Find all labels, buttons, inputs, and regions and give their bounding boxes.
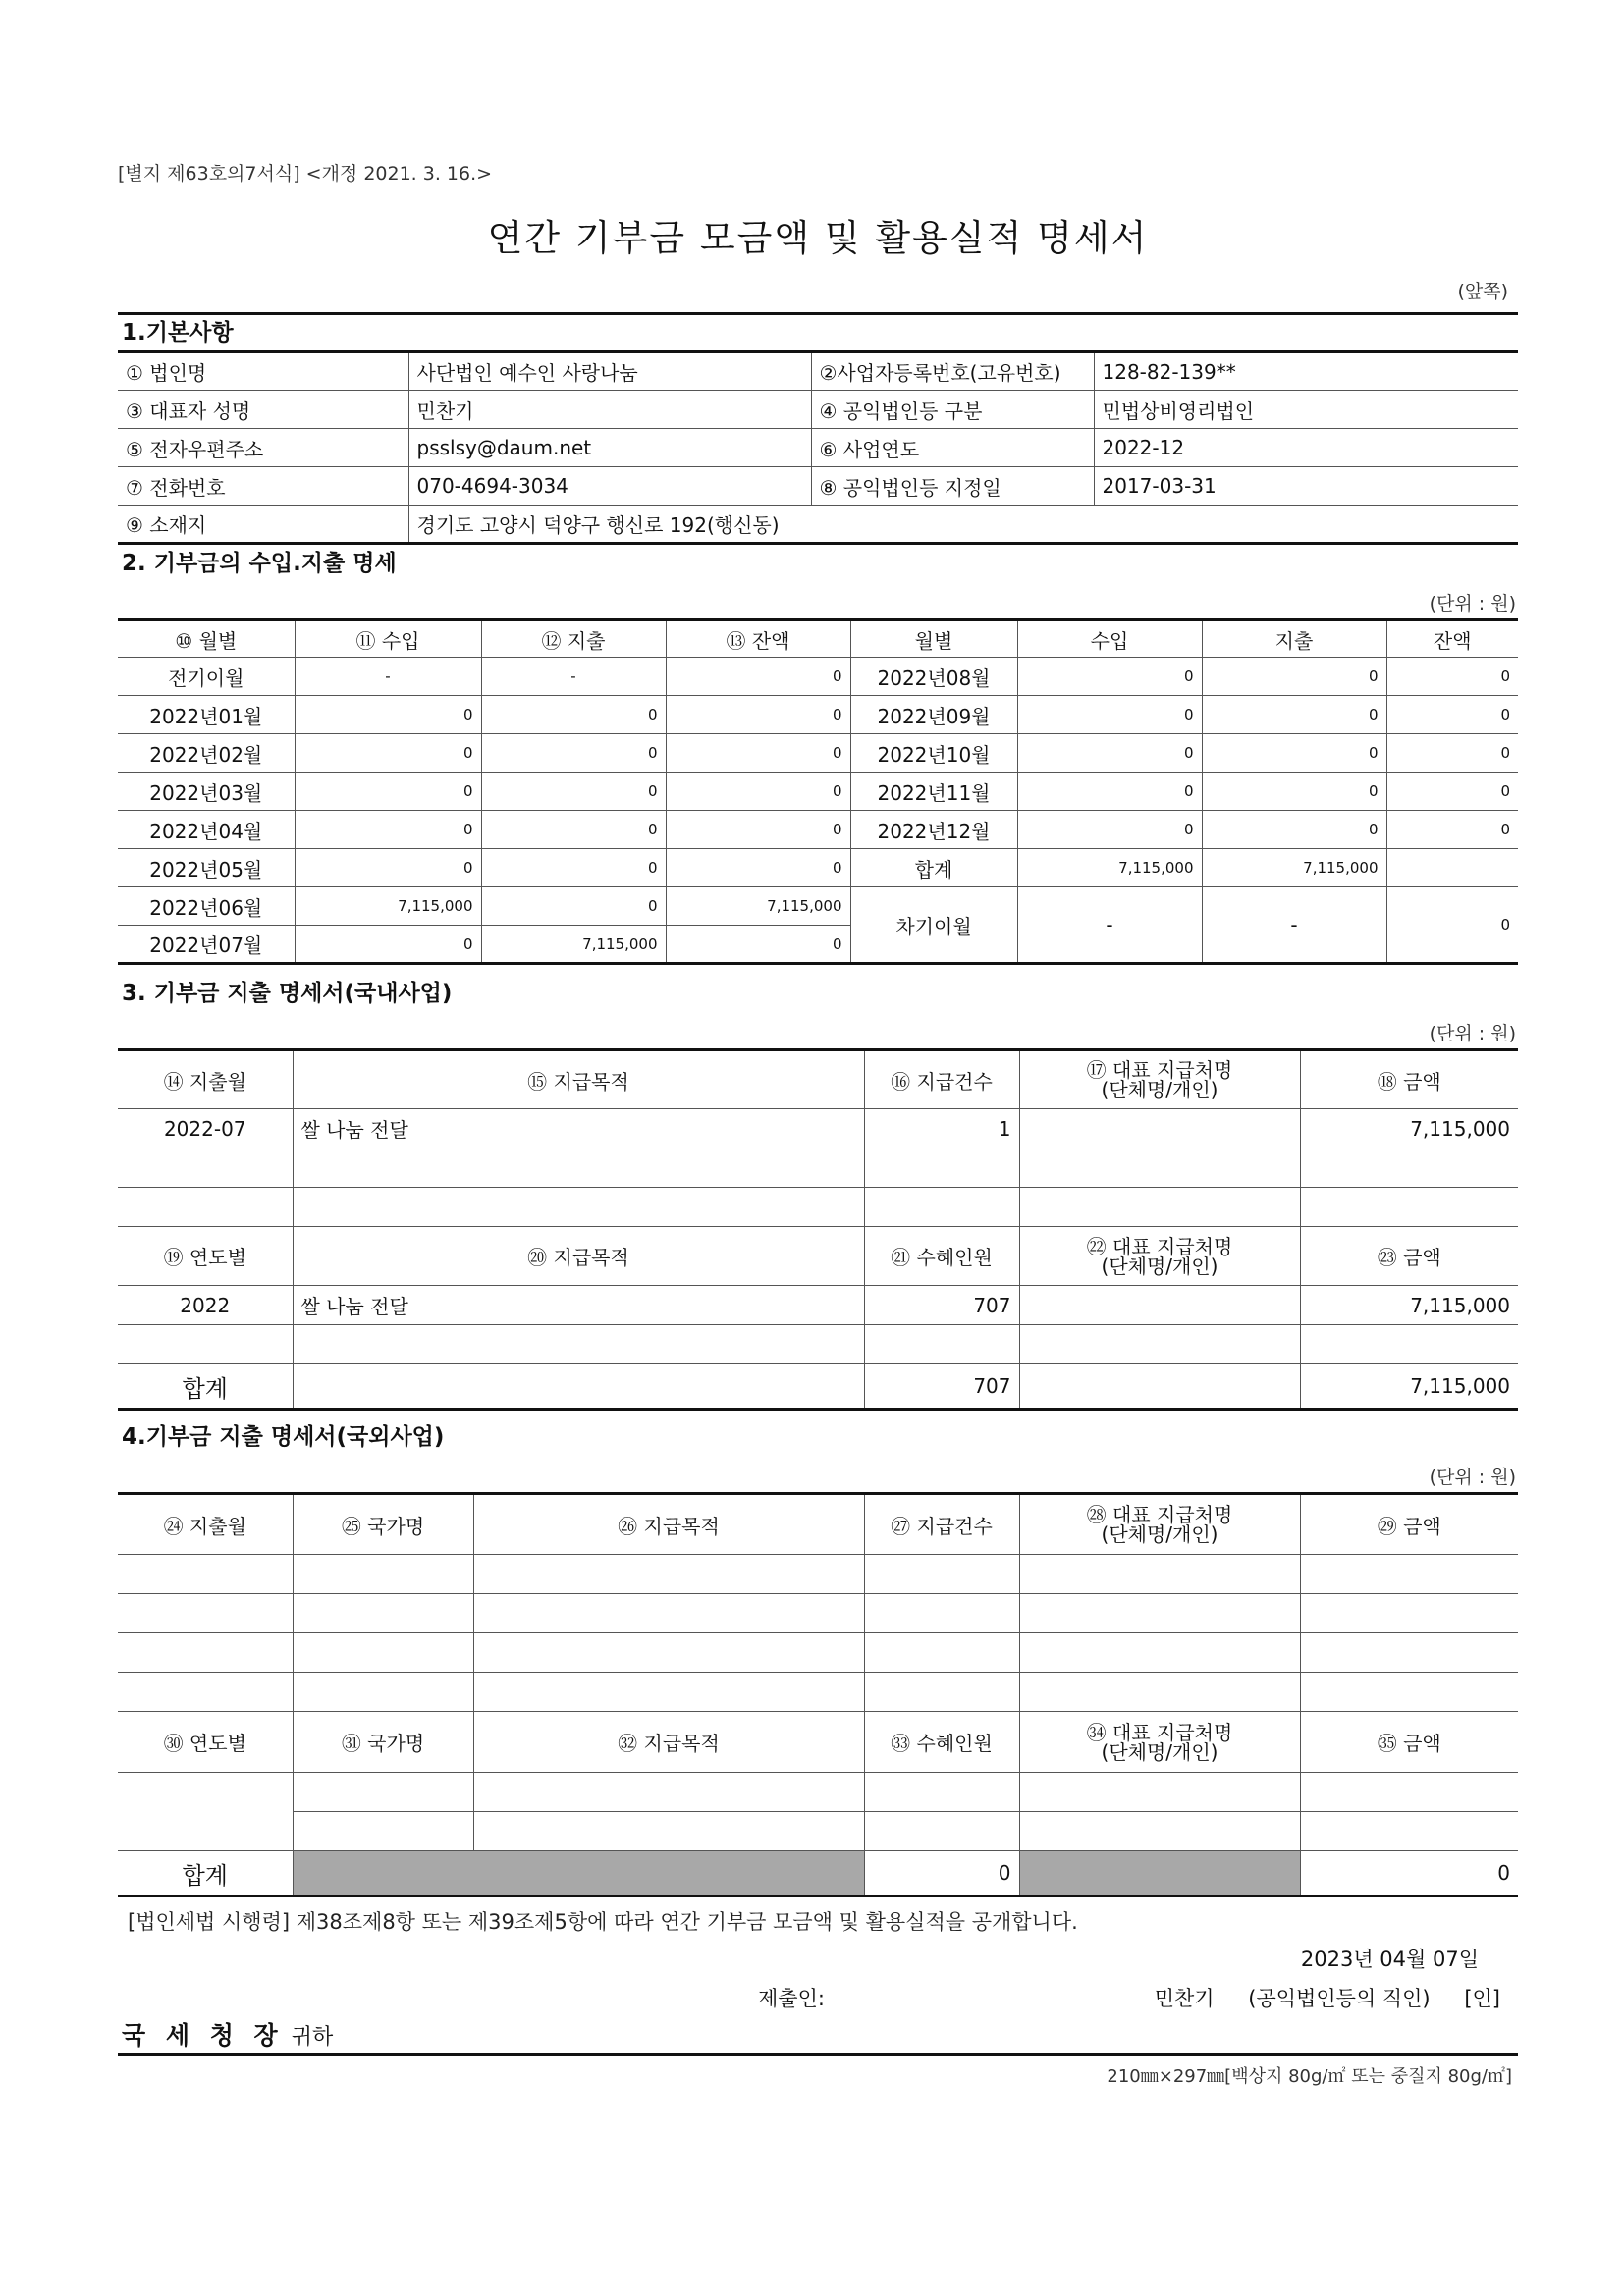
column-header: ⑱ 금액: [1300, 1050, 1518, 1109]
purpose-cell: 쌀 나눔 전달: [293, 1109, 864, 1148]
field-value: 민법상비영리법인: [1094, 391, 1518, 429]
count-cell: [864, 1188, 1019, 1227]
period-cell: [118, 1633, 293, 1673]
overseas-section: [118, 1419, 1518, 1897]
field-value: 민찬기: [408, 391, 811, 429]
overseas-total-row: [118, 1851, 1518, 1896]
column-header: ㉖ 지급목적: [473, 1494, 864, 1555]
amount-cell: [1300, 1633, 1518, 1673]
balance-cell: 0: [666, 926, 850, 964]
income-table: [118, 618, 1518, 965]
month-cell: 2022년09월: [850, 696, 1017, 734]
country-cell: [293, 1633, 473, 1673]
address-label: ⑨ 소재지: [118, 506, 408, 544]
field-label: ① 법인명: [118, 352, 408, 391]
recipient-cell: [1019, 1109, 1300, 1148]
income-cell: 0: [1017, 696, 1202, 734]
address-row: [118, 506, 1518, 544]
recipient-cell: [1019, 1633, 1300, 1673]
overseas-row: [118, 1773, 1518, 1812]
basic-info-row: [118, 391, 1518, 429]
column-header: [1019, 1494, 1300, 1555]
page-title: 연간 기부금 모금액 및 활용실적 명세서: [487, 217, 1149, 259]
total-purpose: [293, 1364, 864, 1410]
total-count: 0: [864, 1851, 1019, 1896]
overseas-row: [118, 1555, 1518, 1594]
income-section: [118, 546, 1518, 965]
income-row: [118, 887, 1518, 926]
country-cell: [293, 1594, 473, 1633]
domestic-row: [118, 1109, 1518, 1148]
count-cell: [864, 1773, 1019, 1812]
income-cell: 0: [295, 773, 481, 811]
recipient-cell: [1019, 1673, 1300, 1712]
column-header: ㉔ 지출월: [118, 1494, 293, 1555]
month-cell: 2022년07월: [118, 926, 295, 964]
month-cell: 전기이월: [118, 658, 295, 696]
income-cell: 7,115,000: [295, 887, 481, 926]
balance-cell: [1386, 849, 1518, 887]
income-cell: 0: [295, 734, 481, 773]
count-cell: [864, 1812, 1019, 1851]
expense-cell: 0: [1202, 658, 1386, 696]
period-cell: [118, 1673, 293, 1712]
purpose-cell: [473, 1673, 864, 1712]
bottom-rule: [118, 2053, 1518, 2056]
month-cell: 2022년04월: [118, 811, 295, 849]
balance-cell: 0: [666, 658, 850, 696]
count-cell: [864, 1594, 1019, 1633]
count-cell: [864, 1673, 1019, 1712]
expense-cell: 0: [1202, 734, 1386, 773]
field-label: ④ 공익법인등 구분: [811, 391, 1094, 429]
income-header-row: [118, 620, 1518, 658]
field-label: ⑧ 공익법인등 지정일: [811, 467, 1094, 506]
overseas-row: [118, 1633, 1518, 1673]
basic-info-row: [118, 467, 1518, 506]
overseas-row: [118, 1673, 1518, 1712]
total-shaded: [293, 1851, 864, 1896]
amount-cell: 7,115,000: [1300, 1109, 1518, 1148]
purpose-cell: [473, 1594, 864, 1633]
period-cell: 2022: [118, 1286, 293, 1325]
income-cell: 0: [295, 926, 481, 964]
domestic-table: [118, 1048, 1518, 1411]
income-cell: 0: [1017, 773, 1202, 811]
basic-info-row: [118, 352, 1518, 391]
front-label: (앞쪽): [1457, 281, 1508, 302]
purpose-cell: [293, 1148, 864, 1188]
domestic-header-row: [118, 1227, 1518, 1286]
count-cell: [864, 1555, 1019, 1594]
recipient-cell: [1019, 1773, 1300, 1812]
country-cell: [293, 1773, 473, 1812]
unit-label: (단위 : 원): [1429, 593, 1516, 614]
income-row: [118, 849, 1518, 887]
unit-label: (단위 : 원): [1429, 1023, 1516, 1044]
income-cell: 0: [295, 849, 481, 887]
domestic-section: [118, 976, 1518, 1411]
month-cell: 2022년10월: [850, 734, 1017, 773]
column-header: ㉛ 국가명: [293, 1712, 473, 1773]
field-value: 2017-03-31: [1094, 467, 1518, 506]
amount-cell: 7,115,000: [1300, 1286, 1518, 1325]
period-cell: [118, 1594, 293, 1633]
section-heading: 2. 기부금의 수입.지출 명세: [122, 551, 397, 576]
paper-spec: 210㎜×297㎜[백상지 80g/㎡ 또는 중질지 80g/㎡]: [1107, 2066, 1512, 2087]
expense-cell: 0: [481, 811, 666, 849]
domestic-row: [118, 1286, 1518, 1325]
column-header-line1: ㉞ 대표 지급처명: [1086, 1720, 1233, 1744]
balance-cell: 0: [1386, 773, 1518, 811]
overseas-row: [118, 1594, 1518, 1633]
country-cell: [293, 1673, 473, 1712]
column-header: [1019, 1712, 1300, 1773]
income-cell: 0: [1017, 811, 1202, 849]
period-cell: [118, 1555, 293, 1594]
balance-cell: 0: [666, 696, 850, 734]
period-cell: [118, 1148, 293, 1188]
income-cell: 0: [295, 696, 481, 734]
month-cell: 2022년03월: [118, 773, 295, 811]
income-cell: 0: [1017, 734, 1202, 773]
carryover-expense: -: [1202, 887, 1386, 964]
recipient-cell: [1019, 1188, 1300, 1227]
column-header: ㉗ 지급건수: [864, 1494, 1019, 1555]
recipient-cell: [1019, 1812, 1300, 1851]
month-cell: 2022년12월: [850, 811, 1017, 849]
column-header: ㉑ 수혜인원: [864, 1227, 1019, 1286]
column-header-line2: (단체명/개인): [1101, 1254, 1218, 1278]
expense-cell: 0: [481, 849, 666, 887]
field-value: psslsy@daum.net: [408, 429, 811, 467]
amount-cell: [1300, 1673, 1518, 1712]
count-cell: [864, 1633, 1019, 1673]
overseas-header-row: [118, 1712, 1518, 1773]
expense-cell: 0: [1202, 773, 1386, 811]
column-header-line2: (단체명/개인): [1101, 1078, 1218, 1101]
recipient-cell: [1019, 1286, 1300, 1325]
income-row: [118, 658, 1518, 696]
domestic-row: [118, 1325, 1518, 1364]
period-cell: 2022-07: [118, 1109, 293, 1148]
expense-cell: 0: [1202, 811, 1386, 849]
total-amount: 7,115,000: [1300, 1364, 1518, 1410]
income-cell: 0: [1017, 658, 1202, 696]
amount-cell: [1300, 1812, 1518, 1851]
recipient-cell: [1019, 1325, 1300, 1364]
submission-date: 2023년 04월 07일: [1300, 1948, 1479, 1971]
recipient-cell: [1019, 1148, 1300, 1188]
field-label: ⑦ 전화번호: [118, 467, 408, 506]
submitter: [1127, 1983, 1500, 2012]
column-header: ㉜ 지급목적: [473, 1712, 864, 1773]
recipient-name: 국 세 청 장: [122, 2021, 284, 2050]
submitter-label: 제출인:: [758, 1987, 825, 2010]
balance-cell: 0: [1386, 658, 1518, 696]
amount-cell: [1300, 1555, 1518, 1594]
domestic-header-row: [118, 1050, 1518, 1109]
carryover-income: -: [1017, 887, 1202, 964]
country-cell: [293, 1555, 473, 1594]
balance-cell: 0: [666, 734, 850, 773]
month-cell: 2022년06월: [118, 887, 295, 926]
balance-cell: 0: [1386, 734, 1518, 773]
column-header: ⑬ 잔액: [666, 620, 850, 658]
month-cell: 2022년01월: [118, 696, 295, 734]
expense-cell: 0: [1202, 696, 1386, 734]
count-cell: 707: [864, 1286, 1019, 1325]
domestic-row: [118, 1148, 1518, 1188]
column-header: [1019, 1050, 1300, 1109]
field-value: 2022-12: [1094, 429, 1518, 467]
purpose-cell: [473, 1812, 864, 1851]
field-label: ②사업자등록번호(고유번호): [811, 352, 1094, 391]
column-header: 수입: [1017, 620, 1202, 658]
column-header: ⑩ 월별: [118, 620, 295, 658]
income-row: [118, 696, 1518, 734]
amount-cell: [1300, 1594, 1518, 1633]
column-header: ⑲ 연도별: [118, 1227, 293, 1286]
recipient-cell: [1019, 1555, 1300, 1594]
expense-cell: 0: [481, 696, 666, 734]
legal-notice: [법인세법 시행령] 제38조제8항 또는 제39조제5항에 따라 연간 기부금 모금액 및 활용실적을 공개합니다.: [128, 1910, 1078, 1934]
purpose-cell: 쌀 나눔 전달: [293, 1286, 864, 1325]
income-cell: 7,115,000: [1017, 849, 1202, 887]
section-heading: 3. 기부금 지출 명세서(국내사업): [122, 981, 453, 1006]
domestic-row: [118, 1188, 1518, 1227]
overseas-header-row: [118, 1494, 1518, 1555]
income-row: [118, 734, 1518, 773]
column-header-line2: (단체명/개인): [1101, 1739, 1218, 1764]
column-header: ㉟ 금액: [1300, 1712, 1518, 1773]
balance-cell: 0: [666, 849, 850, 887]
column-header-line1: ㉒ 대표 지급처명: [1086, 1234, 1233, 1258]
field-label: ⑤ 전자우편주소: [118, 429, 408, 467]
column-header: 잔액: [1386, 620, 1518, 658]
month-cell: 2022년02월: [118, 734, 295, 773]
period-cell: [118, 1773, 293, 1851]
submitter-name: 민찬기: [1154, 1987, 1215, 2010]
total-label: 합계: [118, 1364, 293, 1410]
column-header: ㉝ 수혜인원: [864, 1712, 1019, 1773]
expense-cell: -: [481, 658, 666, 696]
field-label: ③ 대표자 성명: [118, 391, 408, 429]
recipient-cell: [1019, 1594, 1300, 1633]
balance-cell: 0: [666, 811, 850, 849]
column-header: ⑪ 수입: [295, 620, 481, 658]
total-count: 707: [864, 1364, 1019, 1410]
expense-cell: 0: [481, 887, 666, 926]
amount-cell: [1300, 1325, 1518, 1364]
column-header-line2: (단체명/개인): [1101, 1522, 1218, 1546]
period-cell: [118, 1325, 293, 1364]
column-header: ⑮ 지급목적: [293, 1050, 864, 1109]
column-header: ⑳ 지급목적: [293, 1227, 864, 1286]
expense-cell: 0: [481, 734, 666, 773]
purpose-cell: [293, 1325, 864, 1364]
count-cell: 1: [864, 1109, 1019, 1148]
column-header: [1019, 1227, 1300, 1286]
field-label: ⑥ 사업연도: [811, 429, 1094, 467]
income-row: [118, 811, 1518, 849]
month-cell: 2022년05월: [118, 849, 295, 887]
column-header: ㉙ 금액: [1300, 1494, 1518, 1555]
column-header: ㉕ 국가명: [293, 1494, 473, 1555]
seal-mark: [인]: [1464, 1987, 1500, 2010]
total-amount: 0: [1300, 1851, 1518, 1896]
income-cell: 0: [295, 811, 481, 849]
purpose-cell: [293, 1188, 864, 1227]
month-cell: 2022년11월: [850, 773, 1017, 811]
column-header: 지출: [1202, 620, 1386, 658]
balance-cell: 0: [1386, 696, 1518, 734]
overseas-table: [118, 1492, 1518, 1897]
balance-cell: 0: [666, 773, 850, 811]
balance-cell: 7,115,000: [666, 887, 850, 926]
income-row: [118, 773, 1518, 811]
column-header: ⑯ 지급건수: [864, 1050, 1019, 1109]
amount-cell: [1300, 1773, 1518, 1812]
total-recipient: [1019, 1364, 1300, 1410]
income-cell: -: [295, 658, 481, 696]
count-cell: [864, 1148, 1019, 1188]
purpose-cell: [473, 1633, 864, 1673]
month-cell: 2022년08월: [850, 658, 1017, 696]
address-value: 경기도 고양시 덕양구 행신로 192(행신동): [408, 506, 1518, 544]
carryover-label: 차기이월: [850, 887, 1017, 964]
section-heading: 4.기부금 지출 명세서(국외사업): [122, 1424, 445, 1450]
country-cell: [293, 1812, 473, 1851]
section-heading: 1.기본사항: [118, 312, 1518, 350]
column-header: ㉚ 연도별: [118, 1712, 293, 1773]
total-label: 합계: [118, 1851, 293, 1896]
column-header: ㉓ 금액: [1300, 1227, 1518, 1286]
column-header: 월별: [850, 620, 1017, 658]
recipient-suffix: 귀하: [291, 2025, 334, 2050]
column-header-line1: ⑰ 대표 지급처명: [1086, 1058, 1233, 1082]
expense-cell: 7,115,000: [1202, 849, 1386, 887]
overseas-row: [118, 1812, 1518, 1851]
amount-cell: [1300, 1148, 1518, 1188]
submitter-role: (공익법인등의 직인): [1248, 1987, 1431, 2010]
form-code: [별지 제63호의7서식] <개정 2021. 3. 16.>: [118, 163, 493, 185]
column-header: ⑭ 지출월: [118, 1050, 293, 1109]
field-value: 사단법인 예수인 사랑나눔: [408, 352, 811, 391]
amount-cell: [1300, 1188, 1518, 1227]
column-header-line1: ㉘ 대표 지급처명: [1086, 1503, 1233, 1526]
purpose-cell: [473, 1555, 864, 1594]
expense-cell: 0: [481, 773, 666, 811]
count-cell: [864, 1325, 1019, 1364]
field-value: 070-4694-3034: [408, 467, 811, 506]
period-cell: [118, 1188, 293, 1227]
recipient: [122, 2016, 333, 2052]
domestic-total-row: [118, 1364, 1518, 1410]
basic-info-section: [118, 312, 1518, 545]
month-cell: 합계: [850, 849, 1017, 887]
purpose-cell: [473, 1773, 864, 1812]
basic-info-table: [118, 350, 1518, 545]
total-recipient-shaded: [1019, 1851, 1300, 1896]
column-header: ⑫ 지출: [481, 620, 666, 658]
field-value: 128-82-139**: [1094, 352, 1518, 391]
basic-info-row: [118, 429, 1518, 467]
carryover-balance: 0: [1386, 887, 1518, 964]
balance-cell: 0: [1386, 811, 1518, 849]
expense-cell: 7,115,000: [481, 926, 666, 964]
unit-label: (단위 : 원): [1429, 1467, 1516, 1488]
